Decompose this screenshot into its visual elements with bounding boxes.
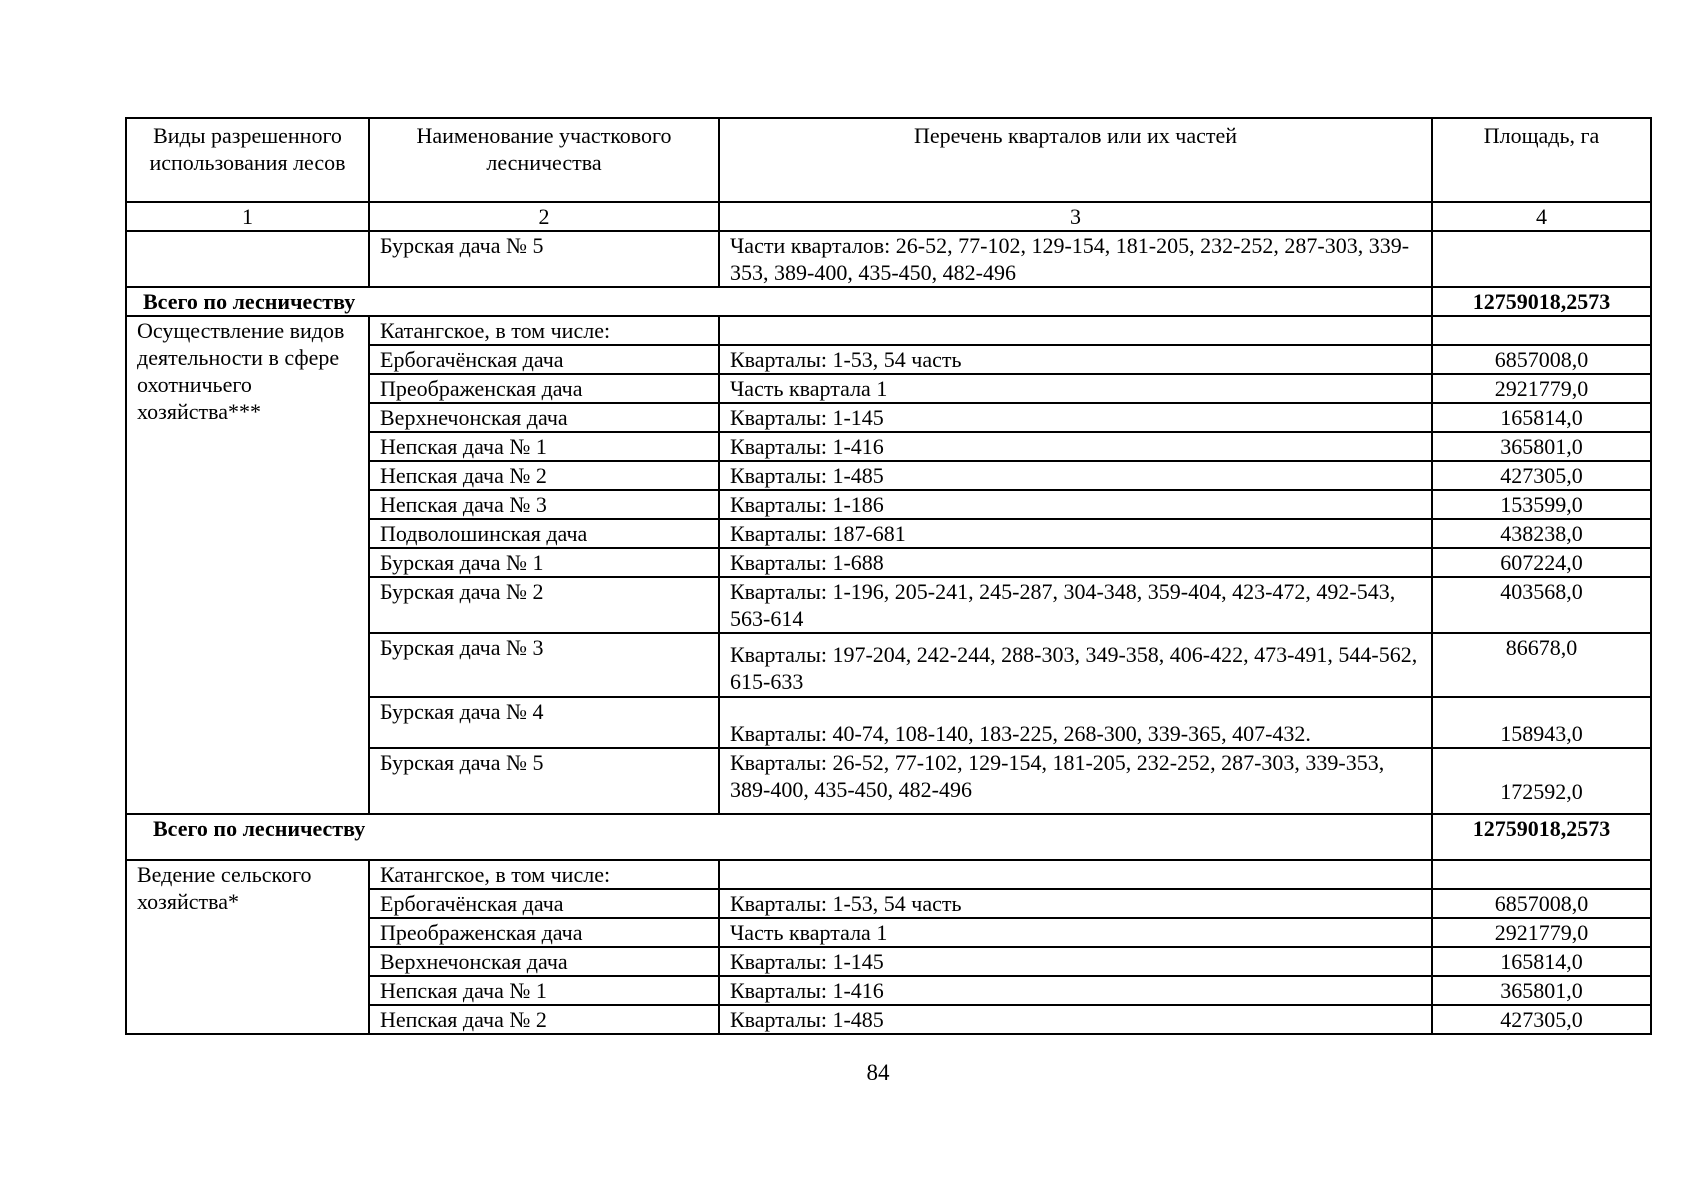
quarters-cell: Кварталы: 1-196, 205-241, 245-287, 304-348, 359-404, 423-472, 492-543, 563-614	[719, 577, 1432, 633]
forestry-name-cell: Преображенская дача	[369, 918, 719, 947]
area-cell: 607224,0	[1432, 548, 1651, 577]
use-type-cell: Ведение сельского хозяйства*	[126, 860, 369, 1034]
area-cell	[1432, 860, 1651, 889]
page-number: 84	[866, 1060, 890, 1085]
quarters-cell: Кварталы: 1-53, 54 часть	[719, 889, 1432, 918]
quarters-cell: Кварталы: 1-485	[719, 1005, 1432, 1034]
total-label: Всего по лесничеству	[126, 814, 1432, 860]
area-cell: 6857008,0	[1432, 889, 1651, 918]
area-cell: 165814,0	[1432, 947, 1651, 976]
area-cell: 158943,0	[1432, 697, 1651, 748]
forestry-name-cell: Непская дача № 2	[369, 1005, 719, 1034]
quarters-cell: Кварталы: 1-186	[719, 490, 1432, 519]
area-cell: 365801,0	[1432, 432, 1651, 461]
area-cell	[1432, 316, 1651, 345]
area-cell: 2921779,0	[1432, 918, 1651, 947]
area-cell: 438238,0	[1432, 519, 1651, 548]
forestry-name-cell: Бурская дача № 2	[369, 577, 719, 633]
quarters-cell	[719, 860, 1432, 889]
quarters-cell: Кварталы: 187-681	[719, 519, 1432, 548]
total-value: 12759018,2573	[1432, 814, 1651, 860]
header-area: Площадь, га	[1432, 118, 1651, 202]
quarters-cell: Кварталы: 1-416	[719, 976, 1432, 1005]
total-label: Всего по лесничеству	[126, 287, 1432, 316]
forest-use-table	[125, 117, 1652, 1035]
forestry-name-cell: Непская дача № 3	[369, 490, 719, 519]
forestry-name-cell: Бурская дача № 5	[369, 748, 719, 814]
forestry-name-cell: Верхнечонская дача	[369, 947, 719, 976]
total-row	[126, 287, 1651, 316]
column-number: 3	[719, 202, 1432, 231]
area-cell: 153599,0	[1432, 490, 1651, 519]
quarters-cell: Кварталы: 1-53, 54 часть	[719, 345, 1432, 374]
quarters-cell: Кварталы: 26-52, 77-102, 129-154, 181-205, 232-252, 287-303, 339-353, 389-400, 435-450, 482-496	[719, 748, 1432, 814]
header-forestry-name: Наименование участкового лесничества	[369, 118, 719, 202]
area-cell: 86678,0	[1432, 633, 1651, 697]
area-cell	[1432, 231, 1651, 287]
quarters-cell: Части кварталов: 26-52, 77-102, 129-154, 181-205, 232-252, 287-303, 339-353, 389-400, 435-450, 482-496	[719, 231, 1432, 287]
header-quarters-list: Перечень кварталов или их частей	[719, 118, 1432, 202]
total-row	[126, 814, 1651, 860]
area-cell: 427305,0	[1432, 461, 1651, 490]
quarters-cell: Кварталы: 40-74, 108-140, 183-225, 268-300, 339-365, 407-432.	[719, 697, 1432, 748]
use-type-cell: Осуществление видов деятельности в сфере охотничьего хозяйства***	[126, 316, 369, 814]
use-type-cell	[126, 231, 369, 287]
forestry-name-cell: Непская дача № 1	[369, 432, 719, 461]
table-row	[126, 316, 1651, 345]
forestry-name-cell: Преображенская дача	[369, 374, 719, 403]
forestry-name-cell: Катангское, в том числе:	[369, 316, 719, 345]
area-cell: 165814,0	[1432, 403, 1651, 432]
area-cell: 6857008,0	[1432, 345, 1651, 374]
area-cell: 403568,0	[1432, 577, 1651, 633]
quarters-cell: Часть квартала 1	[719, 374, 1432, 403]
quarters-cell: Кварталы: 1-416	[719, 432, 1432, 461]
area-cell: 365801,0	[1432, 976, 1651, 1005]
forestry-name-cell: Ербогачёнская дача	[369, 345, 719, 374]
table-row	[126, 860, 1651, 889]
forestry-name-cell: Непская дача № 2	[369, 461, 719, 490]
forestry-name-cell: Непская дача № 1	[369, 976, 719, 1005]
forestry-name-cell: Бурская дача № 3	[369, 633, 719, 697]
forestry-name-cell: Верхнечонская дача	[369, 403, 719, 432]
forestry-name-cell: Бурская дача № 4	[369, 697, 719, 748]
area-cell: 2921779,0	[1432, 374, 1651, 403]
column-number: 2	[369, 202, 719, 231]
area-cell: 172592,0	[1432, 748, 1651, 814]
header-use-type: Виды разрешенного использования лесов	[126, 118, 369, 202]
forestry-name-cell: Бурская дача № 5	[369, 231, 719, 287]
quarters-cell: Кварталы: 1-145	[719, 403, 1432, 432]
forestry-name-cell: Ербогачёнская дача	[369, 889, 719, 918]
total-value: 12759018,2573	[1432, 287, 1651, 316]
column-numbers-row	[126, 202, 1651, 231]
quarters-cell: Кварталы: 197-204, 242-244, 288-303, 349-358, 406-422, 473-491, 544-562, 615-633	[719, 633, 1432, 697]
quarters-cell: Кварталы: 1-145	[719, 947, 1432, 976]
forestry-name-cell: Подволошинская дача	[369, 519, 719, 548]
column-number: 1	[126, 202, 369, 231]
table-row	[126, 231, 1651, 287]
column-number: 4	[1432, 202, 1651, 231]
quarters-cell	[719, 316, 1432, 345]
quarters-cell: Кварталы: 1-688	[719, 548, 1432, 577]
forestry-name-cell: Катангское, в том числе:	[369, 860, 719, 889]
quarters-cell: Часть квартала 1	[719, 918, 1432, 947]
quarters-cell: Кварталы: 1-485	[719, 461, 1432, 490]
area-cell: 427305,0	[1432, 1005, 1651, 1034]
header-row	[126, 118, 1651, 202]
forestry-name-cell: Бурская дача № 1	[369, 548, 719, 577]
